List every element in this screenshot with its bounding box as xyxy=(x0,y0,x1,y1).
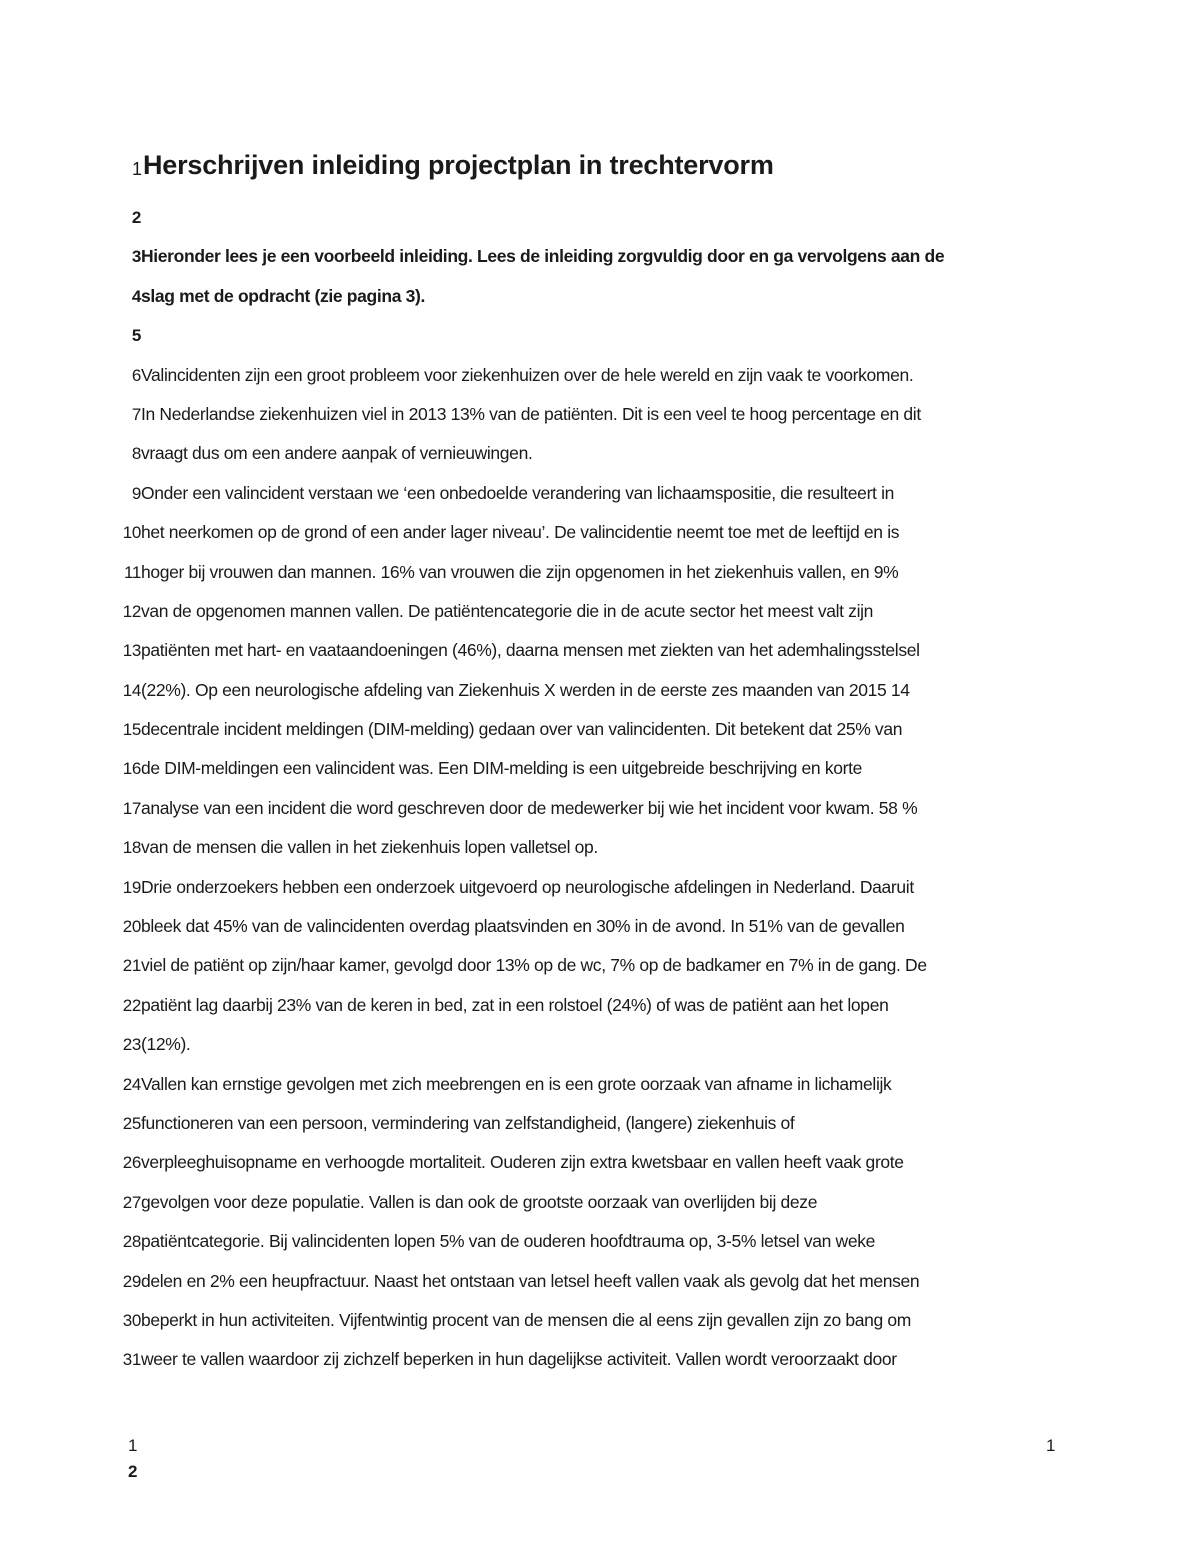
line-text: viel de patiënt op zijn/haar kamer, gevolgd door 13% op de wc, 7% op de badkamer en 7% in de gang. De xyxy=(141,955,927,976)
line-text: analyse van een incident die word geschreven door de medewerker bij wie het incident voor kwam. 58 % xyxy=(141,797,918,818)
line-text: gevolgen voor deze populatie. Vallen is dan ook de grootste oorzaak van overlijden bij deze xyxy=(141,1191,818,1212)
text-line xyxy=(100,710,1100,749)
line-text: delen en 2% een heupfractuur. Naast het ontstaan van letsel heeft vallen vaak als gevolg dat het mensen xyxy=(141,1270,920,1291)
line-text: Hieronder lees je een voorbeeld inleiding. Lees de inleiding zorgvuldig door en ga vervolgens aan de xyxy=(141,246,945,267)
line-number: 31 xyxy=(122,1350,141,1370)
title-line xyxy=(120,146,774,182)
line-number: 18 xyxy=(122,838,141,858)
line-number: 28 xyxy=(122,1232,141,1252)
text-line xyxy=(100,237,1100,276)
line-number: 3 xyxy=(131,247,141,267)
line-text: bleek dat 45% van de valincidenten overdag plaatsvinden en 30% in de avond. In 51% van de gevallen xyxy=(141,916,905,937)
text-line xyxy=(100,1065,1100,1104)
text-line xyxy=(100,749,1100,788)
line-number: 6 xyxy=(131,365,141,385)
text-line xyxy=(100,946,1100,985)
line-text: verpleeghuisopname en verhoogde mortaliteit. Ouderen zijn extra kwetsbaar en vallen heeft vaak grote xyxy=(141,1152,904,1173)
body-text xyxy=(100,198,1100,1380)
text-line xyxy=(100,986,1100,1025)
line-number: 17 xyxy=(122,798,141,818)
line-text: slag met de opdracht (zie pagina 3). xyxy=(141,285,425,306)
line-text: de DIM-meldingen een valincident was. Een DIM-melding is een uitgebreide beschrijving en korte xyxy=(141,758,862,779)
line-text: functioneren van een persoon, vermindering van zelfstandigheid, (langere) ziekenhuis of xyxy=(141,1112,795,1133)
text-line xyxy=(100,316,1100,355)
text-line xyxy=(100,198,1100,237)
line-text: decentrale incident meldingen (DIM-melding) gedaan over van valincidenten. Dit betekent dat 25% van xyxy=(141,719,903,740)
line-number: 7 xyxy=(131,404,141,424)
line-number: 25 xyxy=(122,1113,141,1133)
text-line xyxy=(100,553,1100,592)
line-number: 12 xyxy=(122,601,141,621)
line-number: 19 xyxy=(122,877,141,897)
footer-line-number: 2 xyxy=(128,1462,138,1481)
line-text: vraagt dus om een andere aanpak of vernieuwingen. xyxy=(141,443,533,464)
line-number: 11 xyxy=(123,562,141,582)
line-number: 23 xyxy=(122,1035,141,1055)
line-number: 24 xyxy=(122,1074,141,1094)
text-line xyxy=(100,1143,1100,1182)
line-number: 22 xyxy=(122,995,141,1015)
line-text: hoger bij vrouwen dan mannen. 16% van vrouwen die zijn opgenomen in het ziekenhuis vallen, en 9% xyxy=(141,561,899,582)
text-line xyxy=(100,1222,1100,1261)
text-line xyxy=(100,1262,1100,1301)
line-number: 1 xyxy=(131,159,142,179)
text-line xyxy=(100,907,1100,946)
line-text: Onder een valincident verstaan we ‘een onbedoelde verandering van lichaamspositie, die resulteert in xyxy=(141,482,894,503)
text-line xyxy=(100,474,1100,513)
line-number: 13 xyxy=(122,641,141,661)
line-number: 21 xyxy=(122,956,141,976)
line-number: 29 xyxy=(122,1271,141,1291)
line-number: 9 xyxy=(131,483,141,503)
document-title: Herschrijven inleiding projectplan in trechtervorm xyxy=(143,150,774,180)
line-text: Drie onderzoekers hebben een onderzoek uitgevoerd op neurologische afdelingen in Nederland. Daaruit xyxy=(141,876,914,897)
text-line xyxy=(100,277,1100,316)
text-line xyxy=(100,671,1100,710)
line-number: 15 xyxy=(122,720,141,740)
line-text: Vallen kan ernstige gevolgen met zich meebrengen en is een grote oorzaak van afname in lichamelijk xyxy=(141,1073,892,1094)
line-number: 4 xyxy=(131,286,141,306)
line-text: van de mensen die vallen in het ziekenhuis lopen valletsel op. xyxy=(141,837,598,858)
text-line xyxy=(100,868,1100,907)
line-text: In Nederlandse ziekenhuizen viel in 2013 13% van de patiënten. Dit is een veel te hoog percentage en dit xyxy=(141,403,921,424)
footer-left xyxy=(128,1433,137,1485)
text-line xyxy=(100,1025,1100,1064)
line-number: 20 xyxy=(122,917,141,937)
text-line xyxy=(100,631,1100,670)
text-line xyxy=(100,1301,1100,1340)
text-line xyxy=(100,395,1100,434)
text-line xyxy=(100,789,1100,828)
text-line xyxy=(100,434,1100,473)
text-line xyxy=(100,592,1100,631)
text-line xyxy=(100,1340,1100,1379)
line-text: patiënt lag daarbij 23% van de keren in bed, zat in een rolstoel (24%) of was de patiënt aan het lopen xyxy=(141,994,889,1015)
line-text: (22%). Op een neurologische afdeling van Ziekenhuis X werden in de eerste zes maanden van 2015 14 xyxy=(141,679,910,700)
line-text: patiënten met hart- en vaataandoeningen (46%), daarna mensen met ziekten van het ademhalingsstelsel xyxy=(141,640,920,661)
page-number: 1 xyxy=(1046,1436,1056,1455)
line-number: 10 xyxy=(122,523,141,543)
text-line xyxy=(100,1183,1100,1222)
line-text: van de opgenomen mannen vallen. De patiëntencategorie die in de acute sector het meest valt zijn xyxy=(141,600,874,621)
line-text: het neerkomen op de grond of een ander lager niveau’. De valincidentie neemt toe met de leeftijd en is xyxy=(141,522,900,543)
line-number: 30 xyxy=(122,1310,141,1330)
line-text: Valincidenten zijn een groot probleem voor ziekenhuizen over de hele wereld en zijn vaak te voorkomen. xyxy=(141,364,914,385)
text-line xyxy=(100,828,1100,867)
footer-line-number: 1 xyxy=(128,1436,138,1455)
line-number: 27 xyxy=(122,1192,141,1212)
line-text: (12%). xyxy=(141,1034,191,1055)
text-line xyxy=(100,1104,1100,1143)
line-number: 14 xyxy=(122,680,141,700)
line-text: patiëntcategorie. Bij valincidenten lopen 5% van de ouderen hoofdtrauma op, 3-5% letsel van weke xyxy=(141,1231,875,1252)
line-number: 16 xyxy=(122,759,141,779)
text-line xyxy=(100,356,1100,395)
text-line xyxy=(100,513,1100,552)
line-text: beperkt in hun activiteiten. Vijfentwintig procent van de mensen die al eens zijn gevallen zijn zo bang om xyxy=(141,1309,912,1330)
line-number: 26 xyxy=(122,1153,141,1173)
line-number: 8 xyxy=(131,444,141,464)
line-number: 5 xyxy=(131,326,141,346)
line-text: weer te vallen waardoor zij zichzelf beperken in hun dagelijkse activiteit. Vallen wordt veroorzaakt door xyxy=(141,1349,897,1370)
line-number: 2 xyxy=(131,208,141,227)
